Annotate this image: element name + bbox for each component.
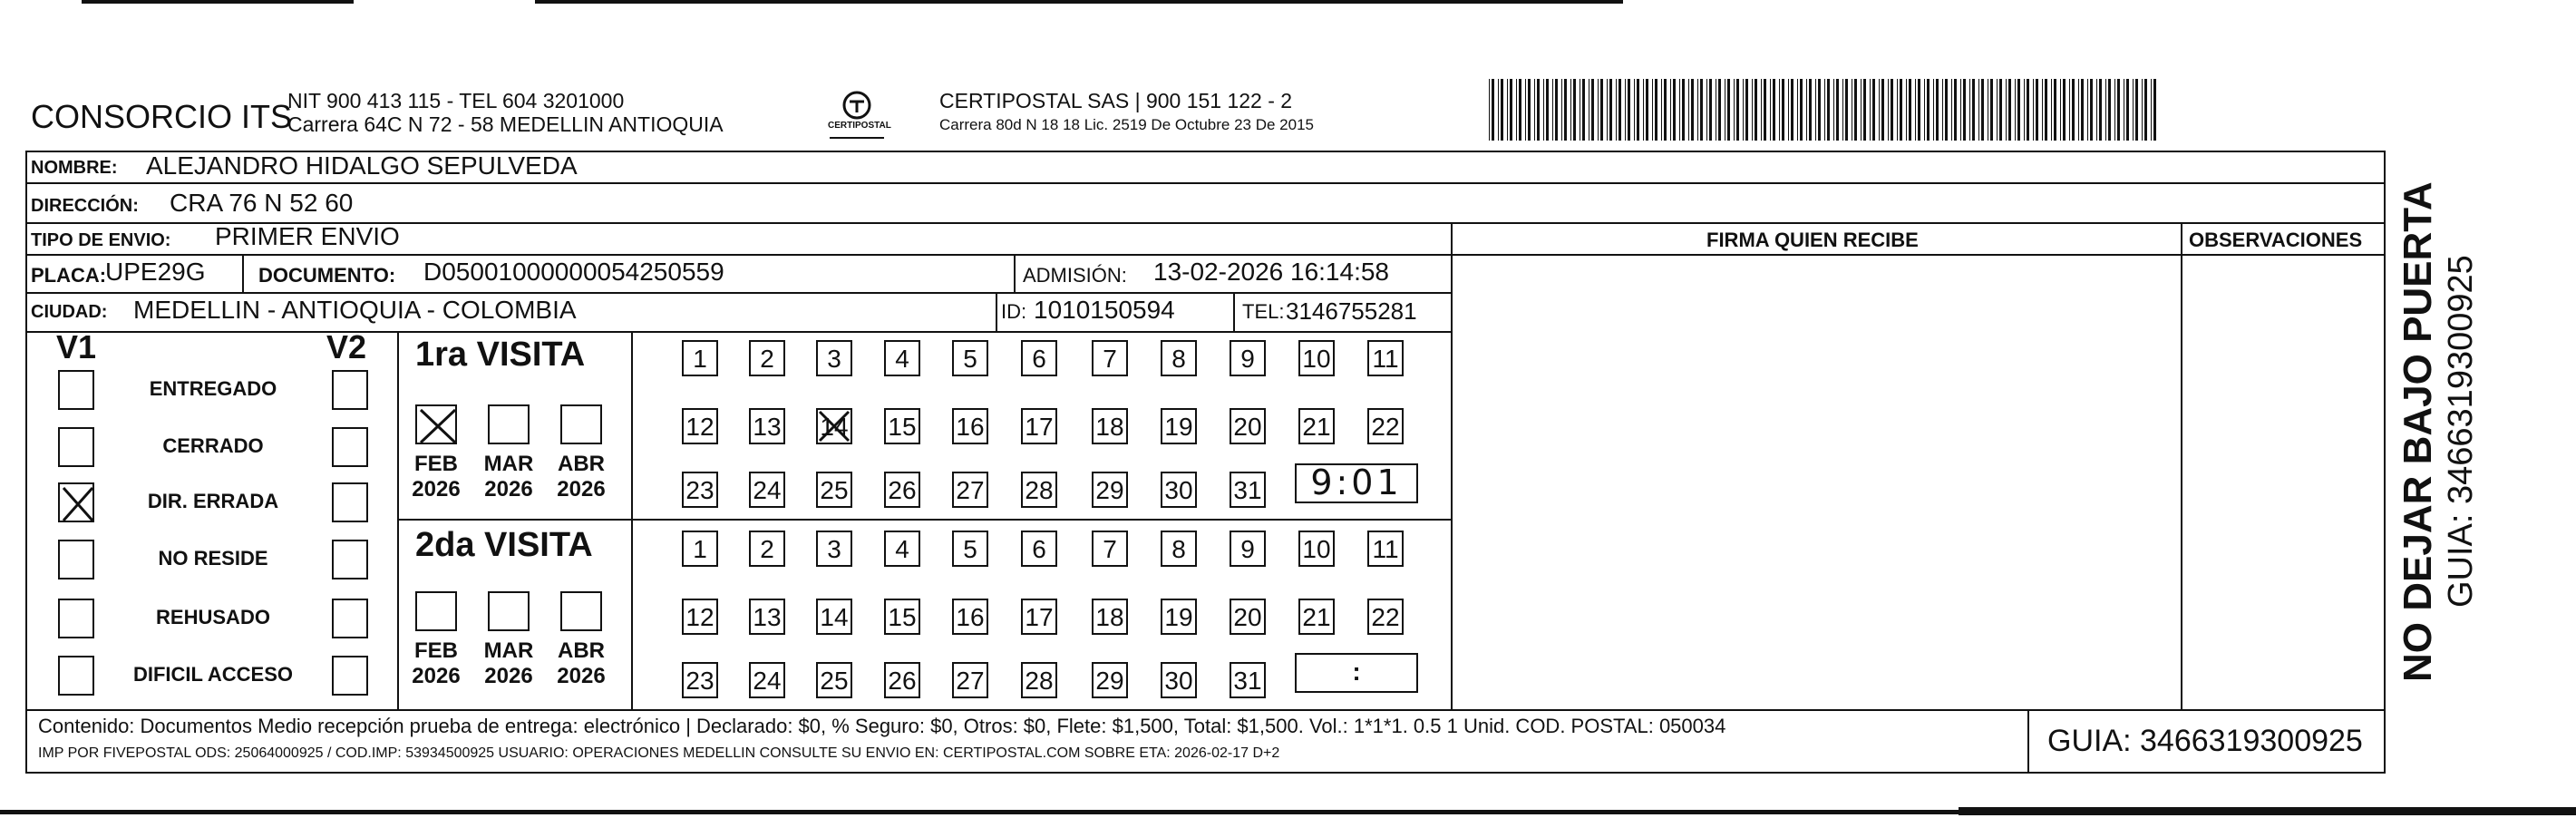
barcode-bar bbox=[1779, 79, 1780, 141]
barcode-bar bbox=[1673, 79, 1676, 141]
barcode-bar bbox=[2144, 79, 2147, 141]
day-box[interactable]: 21 bbox=[1298, 408, 1335, 444]
day-box[interactable]: 25 bbox=[816, 662, 852, 698]
day-box[interactable]: 11 bbox=[1367, 340, 1404, 376]
barcode-bar bbox=[1915, 79, 1916, 141]
day-box[interactable]: 12 bbox=[682, 408, 718, 444]
barcode-bar bbox=[2108, 79, 2111, 141]
visit2-time-box[interactable] bbox=[1295, 653, 1418, 693]
barcode-bar bbox=[1561, 79, 1562, 141]
barcode-bar bbox=[1736, 79, 1739, 141]
month-year-label: 2026 bbox=[412, 664, 461, 688]
barcode-bar bbox=[2017, 79, 2020, 141]
barcode-bar bbox=[1670, 79, 1671, 141]
barcode-bar bbox=[1598, 79, 1599, 141]
v1-checkbox[interactable] bbox=[58, 599, 94, 638]
day-box[interactable]: 12 bbox=[682, 599, 718, 635]
visit1-time-box[interactable] bbox=[1295, 463, 1418, 503]
barcode-bar bbox=[1591, 79, 1594, 141]
barcode-bar bbox=[2054, 79, 2056, 141]
day-box[interactable]: 18 bbox=[1092, 599, 1128, 635]
day-box[interactable]: 22 bbox=[1367, 599, 1404, 635]
barcode-bar bbox=[1842, 79, 1843, 141]
barcode-bar bbox=[2042, 79, 2043, 141]
day-box[interactable]: 17 bbox=[1021, 599, 1057, 635]
barcode-bar bbox=[2069, 79, 2070, 141]
barcode-bar bbox=[1609, 79, 1612, 141]
barcode-bar bbox=[2033, 79, 2034, 141]
month-year-label: 2026 bbox=[484, 477, 533, 502]
day-box[interactable]: 5 bbox=[952, 340, 988, 376]
company-line-2: Carrera 64C N 72 - 58 MEDELLIN ANTIOQUIA bbox=[287, 112, 724, 136]
barcode-bar bbox=[1646, 79, 1648, 141]
barcode-bar bbox=[1800, 79, 1803, 141]
day-box[interactable]: 20 bbox=[1230, 599, 1266, 635]
day-box[interactable]: 20 bbox=[1230, 408, 1266, 444]
barcode-bar bbox=[1537, 79, 1540, 141]
day-box[interactable]: 23 bbox=[682, 662, 718, 698]
barcode-bar bbox=[1652, 79, 1653, 141]
visit2-title: 2da VISITA bbox=[415, 526, 593, 564]
barcode-bar bbox=[2135, 79, 2138, 141]
barcode-bar bbox=[1764, 79, 1766, 141]
barcode-bar bbox=[2105, 79, 2106, 141]
day-box[interactable]: 23 bbox=[682, 472, 718, 508]
day-box[interactable]: 4 bbox=[884, 531, 920, 567]
scan-edge-top-right bbox=[535, 0, 1623, 4]
barcode-bar bbox=[2024, 79, 2025, 141]
barcode-bar bbox=[1755, 79, 1757, 141]
barcode-bar bbox=[2027, 79, 2029, 141]
barcode-bar bbox=[1637, 79, 1639, 141]
day-box[interactable]: 5 bbox=[952, 531, 988, 567]
day-box[interactable]: 1 bbox=[682, 531, 718, 567]
barcode-bar bbox=[1791, 79, 1793, 141]
barcode-bar bbox=[1573, 79, 1576, 141]
barcode-bar bbox=[1815, 79, 1816, 141]
barcode-bar bbox=[1752, 79, 1753, 141]
barcode-bar bbox=[2117, 79, 2120, 141]
barcode-bar bbox=[1881, 79, 1884, 141]
barcode-bar bbox=[1489, 79, 1490, 141]
day-box[interactable]: 3 bbox=[816, 340, 852, 376]
observations-field[interactable] bbox=[2184, 258, 2382, 706]
visit1-title: 1ra VISITA bbox=[415, 336, 586, 374]
barcode-bar bbox=[1969, 79, 1970, 141]
day-box[interactable]: 7 bbox=[1092, 340, 1128, 376]
day-box[interactable]: 27 bbox=[952, 662, 988, 698]
footer-content-line: Contenido: Documentos Medio recepción prueba de entrega: electrónico | Declarado: $0, % Seguro: $0, Otros: $0, Flete: $1,500, Total: $1,500. Vol.: 1*1*1. 0.5 1 Unid. COD. POSTAL: 050034 bbox=[38, 715, 1726, 737]
day-box[interactable]: 29 bbox=[1092, 662, 1128, 698]
day-box[interactable]: 14 bbox=[816, 599, 852, 635]
day-box[interactable]: 14 bbox=[816, 408, 852, 444]
day-box[interactable]: 31 bbox=[1230, 472, 1266, 508]
v1-checkbox[interactable] bbox=[58, 482, 94, 522]
month-label: MAR bbox=[483, 638, 534, 663]
footer-guia: GUIA: 3466319300925 bbox=[2047, 724, 2363, 758]
day-box[interactable]: 1 bbox=[682, 340, 718, 376]
day-box[interactable]: 30 bbox=[1161, 662, 1197, 698]
barcode-bar bbox=[1870, 79, 1871, 141]
v2-checkbox[interactable] bbox=[332, 599, 368, 638]
barcode-bar bbox=[1945, 79, 1948, 141]
barcode-bar bbox=[2090, 79, 2093, 141]
status-label: NO RESIDE bbox=[158, 547, 268, 570]
v2-checkbox[interactable] bbox=[332, 370, 368, 410]
barcode-bar bbox=[1745, 79, 1748, 141]
v2-checkbox[interactable] bbox=[332, 656, 368, 696]
barcode-bar bbox=[1797, 79, 1798, 141]
barcode-bar bbox=[1972, 79, 1975, 141]
barcode-bar bbox=[1570, 79, 1571, 141]
barcode-bar bbox=[1845, 79, 1848, 141]
barcode-bar bbox=[1782, 79, 1784, 141]
barcode-bar bbox=[1555, 79, 1558, 141]
barcode-bar bbox=[1564, 79, 1567, 141]
barcode-bar bbox=[1501, 79, 1503, 141]
day-box[interactable]: 24 bbox=[749, 662, 785, 698]
barcode-bar bbox=[1999, 79, 2002, 141]
day-box[interactable]: 6 bbox=[1021, 340, 1057, 376]
barcode-bar bbox=[1824, 79, 1825, 141]
name-label: NOMBRE: bbox=[31, 158, 118, 178]
day-box[interactable]: 9 bbox=[1230, 531, 1266, 567]
barcode-bar bbox=[1498, 79, 1499, 141]
barcode-bar bbox=[1700, 79, 1703, 141]
day-box[interactable]: 7 bbox=[1092, 531, 1128, 567]
barcode-bar bbox=[1519, 79, 1521, 141]
day-box[interactable]: 17 bbox=[1021, 408, 1057, 444]
barcode-bar bbox=[2126, 79, 2129, 141]
status-label: DIR. ERRADA bbox=[147, 490, 279, 512]
day-box[interactable]: 13 bbox=[749, 408, 785, 444]
barcode-bar bbox=[1582, 79, 1585, 141]
day-box[interactable]: 19 bbox=[1161, 599, 1197, 635]
barcode-bar bbox=[2060, 79, 2061, 141]
document-label: DOCUMENTO: bbox=[258, 264, 396, 287]
visit1-time: 9:01 bbox=[1310, 463, 1403, 502]
barcode-bar bbox=[1688, 79, 1689, 141]
barcode-bar bbox=[2096, 79, 2097, 141]
day-box[interactable]: 25 bbox=[816, 472, 852, 508]
barcode-bar bbox=[1863, 79, 1866, 141]
barcode-bar bbox=[1534, 79, 1535, 141]
day-box[interactable]: 11 bbox=[1367, 531, 1404, 567]
barcode-bar bbox=[1897, 79, 1898, 141]
barcode-bar bbox=[1552, 79, 1553, 141]
barcode-bar bbox=[1963, 79, 1966, 141]
v2-checkbox[interactable] bbox=[332, 427, 368, 467]
visit2-time: : bbox=[1352, 657, 1361, 686]
barcode-bar bbox=[1933, 79, 1934, 141]
barcode-bar bbox=[1990, 79, 1993, 141]
barcode-bar bbox=[1954, 79, 1957, 141]
barcode-bar bbox=[1492, 79, 1494, 141]
month-label: ABR bbox=[558, 638, 605, 663]
barcode-bar bbox=[1836, 79, 1839, 141]
status-label: CERRADO bbox=[162, 434, 264, 457]
v1-header: V1 bbox=[56, 328, 97, 365]
barcode-bar bbox=[1906, 79, 1907, 141]
barcode-bar bbox=[1679, 79, 1680, 141]
barcode-bar bbox=[2015, 79, 2016, 141]
day-box[interactable]: 31 bbox=[1230, 662, 1266, 698]
barcode-bar bbox=[1761, 79, 1762, 141]
day-box[interactable]: 2 bbox=[749, 340, 785, 376]
signature-label: FIRMA QUIEN RECIBE bbox=[1706, 229, 1919, 251]
scan-edge-top-left bbox=[82, 0, 354, 4]
month-checkbox[interactable] bbox=[560, 591, 602, 631]
barcode-bar bbox=[1616, 79, 1617, 141]
certipostal-logo bbox=[821, 87, 893, 143]
day-box[interactable]: 13 bbox=[749, 599, 785, 635]
footer-print-line: IMP POR FIVEPOSTAL ODS: 25064000925 / COD.IMP: 53934500925 USUARIO: OPERACIONES MEDELLIN CONSULTE SU ENVIO EN: CERTIPOSTAL.COM SOBRE ETA: 2026-02-17 D+2 bbox=[38, 745, 1280, 761]
month-checkbox[interactable] bbox=[415, 591, 457, 631]
month-checkbox[interactable] bbox=[560, 404, 602, 444]
plate: UPE29G bbox=[105, 258, 206, 286]
month-label: MAR bbox=[483, 452, 534, 476]
barcode-bar bbox=[1806, 79, 1807, 141]
month-year-label: 2026 bbox=[557, 477, 606, 502]
day-box[interactable]: 8 bbox=[1161, 340, 1197, 376]
barcode-bar bbox=[1854, 79, 1857, 141]
barcode-bar bbox=[2087, 79, 2088, 141]
month-label: FEB bbox=[414, 452, 458, 476]
barcode-bar bbox=[2072, 79, 2075, 141]
barcode-bar bbox=[1997, 79, 1998, 141]
barcode-bar bbox=[1951, 79, 1952, 141]
day-box[interactable]: 8 bbox=[1161, 531, 1197, 567]
v2-header: V2 bbox=[326, 328, 367, 365]
tel-label: TEL: bbox=[1242, 300, 1285, 323]
month-year-label: 2026 bbox=[484, 664, 533, 688]
barcode-bar bbox=[1734, 79, 1735, 141]
day-box[interactable]: 2 bbox=[749, 531, 785, 567]
barcode-bar bbox=[2006, 79, 2007, 141]
admission-datetime: 13-02-2026 16:14:58 bbox=[1153, 258, 1389, 286]
recipient-name: ALEJANDRO HIDALGO SEPULVEDA bbox=[146, 151, 578, 180]
day-box[interactable]: 3 bbox=[816, 531, 852, 567]
barcode-bar bbox=[1543, 79, 1544, 141]
barcode-bar bbox=[1879, 79, 1880, 141]
address-label: DIRECCIÓN: bbox=[31, 196, 139, 216]
barcode-bar bbox=[1664, 79, 1667, 141]
barcode-bar bbox=[2081, 79, 2084, 141]
side-guia: GUIA: 3466319300925 bbox=[2442, 255, 2480, 608]
barcode-bar bbox=[2063, 79, 2066, 141]
barcode-bar bbox=[2153, 79, 2156, 141]
recipient-id: 1010150594 bbox=[1034, 296, 1175, 324]
company-line-1: NIT 900 413 115 - TEL 604 3201000 bbox=[287, 89, 625, 112]
barcode-bar bbox=[1981, 79, 1984, 141]
barcode-bar bbox=[1960, 79, 1961, 141]
day-box[interactable]: 16 bbox=[952, 408, 988, 444]
barcode-bar bbox=[1927, 79, 1930, 141]
barcode-bar bbox=[1718, 79, 1721, 141]
barcode-bar bbox=[2114, 79, 2115, 141]
barcode bbox=[1489, 79, 2160, 141]
day-box[interactable]: 26 bbox=[884, 472, 920, 508]
barcode-bar bbox=[2151, 79, 2152, 141]
v2-checkbox[interactable] bbox=[332, 540, 368, 579]
day-box[interactable]: 27 bbox=[952, 472, 988, 508]
barcode-bar bbox=[1661, 79, 1662, 141]
barcode-bar bbox=[1628, 79, 1630, 141]
day-box[interactable]: 30 bbox=[1161, 472, 1197, 508]
barcode-bar bbox=[1709, 79, 1712, 141]
barcode-bar bbox=[1619, 79, 1621, 141]
month-label: FEB bbox=[414, 638, 458, 663]
barcode-bar bbox=[1625, 79, 1626, 141]
barcode-bar bbox=[2008, 79, 2011, 141]
barcode-bar bbox=[1888, 79, 1889, 141]
document-number: D05001000000054250559 bbox=[423, 258, 724, 286]
barcode-bar bbox=[1818, 79, 1821, 141]
day-box[interactable]: 18 bbox=[1092, 408, 1128, 444]
day-box[interactable]: 6 bbox=[1021, 531, 1057, 567]
carrier-line-1: CERTIPOSTAL SAS | 900 151 122 - 2 bbox=[939, 89, 1293, 112]
v2-checkbox[interactable] bbox=[332, 482, 368, 522]
recipient-tel: 3146755281 bbox=[1286, 297, 1417, 325]
barcode-bar bbox=[1918, 79, 1920, 141]
month-checkbox[interactable] bbox=[415, 404, 457, 444]
barcode-bar bbox=[1891, 79, 1893, 141]
month-label: ABR bbox=[558, 452, 605, 476]
shipment-type: PRIMER ENVIO bbox=[215, 222, 400, 250]
day-box[interactable]: 24 bbox=[749, 472, 785, 508]
barcode-bar bbox=[1809, 79, 1812, 141]
barcode-bar bbox=[2045, 79, 2047, 141]
barcode-bar bbox=[2133, 79, 2134, 141]
barcode-bar bbox=[1607, 79, 1608, 141]
barcode-bar bbox=[2036, 79, 2038, 141]
signature-field[interactable] bbox=[1454, 258, 2178, 706]
plate-label: PLACA: bbox=[31, 264, 107, 287]
barcode-bar bbox=[1872, 79, 1875, 141]
status-label: ENTREGADO bbox=[149, 377, 277, 400]
barcode-bar bbox=[1682, 79, 1685, 141]
barcode-bar bbox=[1516, 79, 1517, 141]
barcode-bar bbox=[1924, 79, 1925, 141]
day-box[interactable]: 26 bbox=[884, 662, 920, 698]
day-box[interactable]: 28 bbox=[1021, 662, 1057, 698]
month-year-label: 2026 bbox=[412, 477, 461, 502]
scan-edge-bottom-thick bbox=[1959, 807, 2576, 815]
day-box[interactable]: 4 bbox=[884, 340, 920, 376]
barcode-bar bbox=[1788, 79, 1789, 141]
v1-checkbox[interactable] bbox=[58, 370, 94, 410]
carrier-line-2: Carrera 80d N 18 18 Lic. 2519 De Octubre 23 De 2015 bbox=[939, 116, 1314, 133]
barcode-bar bbox=[2078, 79, 2079, 141]
v1-checkbox[interactable] bbox=[58, 540, 94, 579]
barcode-bar bbox=[1900, 79, 1902, 141]
city: MEDELLIN - ANTIOQUIA - COLOMBIA bbox=[133, 296, 577, 324]
v1-checkbox[interactable] bbox=[58, 656, 94, 696]
barcode-bar bbox=[1827, 79, 1830, 141]
barcode-bar bbox=[1743, 79, 1744, 141]
barcode-bar bbox=[1773, 79, 1775, 141]
barcode-bar bbox=[1706, 79, 1707, 141]
day-box[interactable]: 9 bbox=[1230, 340, 1266, 376]
day-box[interactable]: 10 bbox=[1298, 340, 1335, 376]
barcode-bar bbox=[1833, 79, 1834, 141]
city-label: CIUDAD: bbox=[31, 302, 108, 322]
barcode-bar bbox=[1697, 79, 1698, 141]
day-box[interactable]: 21 bbox=[1298, 599, 1335, 635]
type-label: TIPO DE ENVIO: bbox=[31, 230, 171, 250]
status-label: REHUSADO bbox=[156, 606, 270, 628]
barcode-bar bbox=[1600, 79, 1603, 141]
barcode-bar bbox=[1634, 79, 1635, 141]
barcode-bar bbox=[2099, 79, 2102, 141]
recipient-address: CRA 76 N 52 60 bbox=[170, 189, 354, 217]
barcode-bar bbox=[1978, 79, 1979, 141]
day-box[interactable]: 19 bbox=[1161, 408, 1197, 444]
id-label: ID: bbox=[1001, 300, 1027, 323]
barcode-bar bbox=[1546, 79, 1549, 141]
day-box[interactable]: 16 bbox=[952, 599, 988, 635]
barcode-bar bbox=[1525, 79, 1526, 141]
day-box[interactable]: 28 bbox=[1021, 472, 1057, 508]
no-dejar-warning: NO DEJAR BAJO PUERTA bbox=[2396, 181, 2440, 682]
day-box[interactable]: 29 bbox=[1092, 472, 1128, 508]
admission-label: ADMISIÓN: bbox=[1023, 264, 1127, 287]
barcode-bar bbox=[1936, 79, 1939, 141]
barcode-bar bbox=[1510, 79, 1512, 141]
month-checkbox[interactable] bbox=[488, 591, 530, 631]
barcode-bar bbox=[1942, 79, 1943, 141]
barcode-bar bbox=[1691, 79, 1694, 141]
barcode-bar bbox=[1507, 79, 1508, 141]
barcode-bar bbox=[1861, 79, 1862, 141]
day-box[interactable]: 22 bbox=[1367, 408, 1404, 444]
day-box[interactable]: 15 bbox=[884, 408, 920, 444]
month-checkbox[interactable] bbox=[488, 404, 530, 444]
barcode-bar bbox=[1909, 79, 1911, 141]
barcode-bar bbox=[1727, 79, 1730, 141]
barcode-bar bbox=[1528, 79, 1531, 141]
barcode-bar bbox=[1655, 79, 1657, 141]
logo-text: CERTIPOSTAL bbox=[828, 121, 891, 131]
barcode-bar bbox=[1770, 79, 1771, 141]
month-year-label: 2026 bbox=[557, 664, 606, 688]
barcode-bar bbox=[2142, 79, 2143, 141]
status-label: DIFICIL ACCESO bbox=[132, 663, 293, 686]
company-name: CONSORCIO ITS bbox=[31, 98, 293, 135]
barcode-bar bbox=[2051, 79, 2052, 141]
day-box[interactable]: 10 bbox=[1298, 531, 1335, 567]
day-box[interactable]: 15 bbox=[884, 599, 920, 635]
observations-label: OBSERVACIONES bbox=[2189, 229, 2363, 251]
v1-checkbox[interactable] bbox=[58, 427, 94, 467]
barcode-bar bbox=[1643, 79, 1644, 141]
